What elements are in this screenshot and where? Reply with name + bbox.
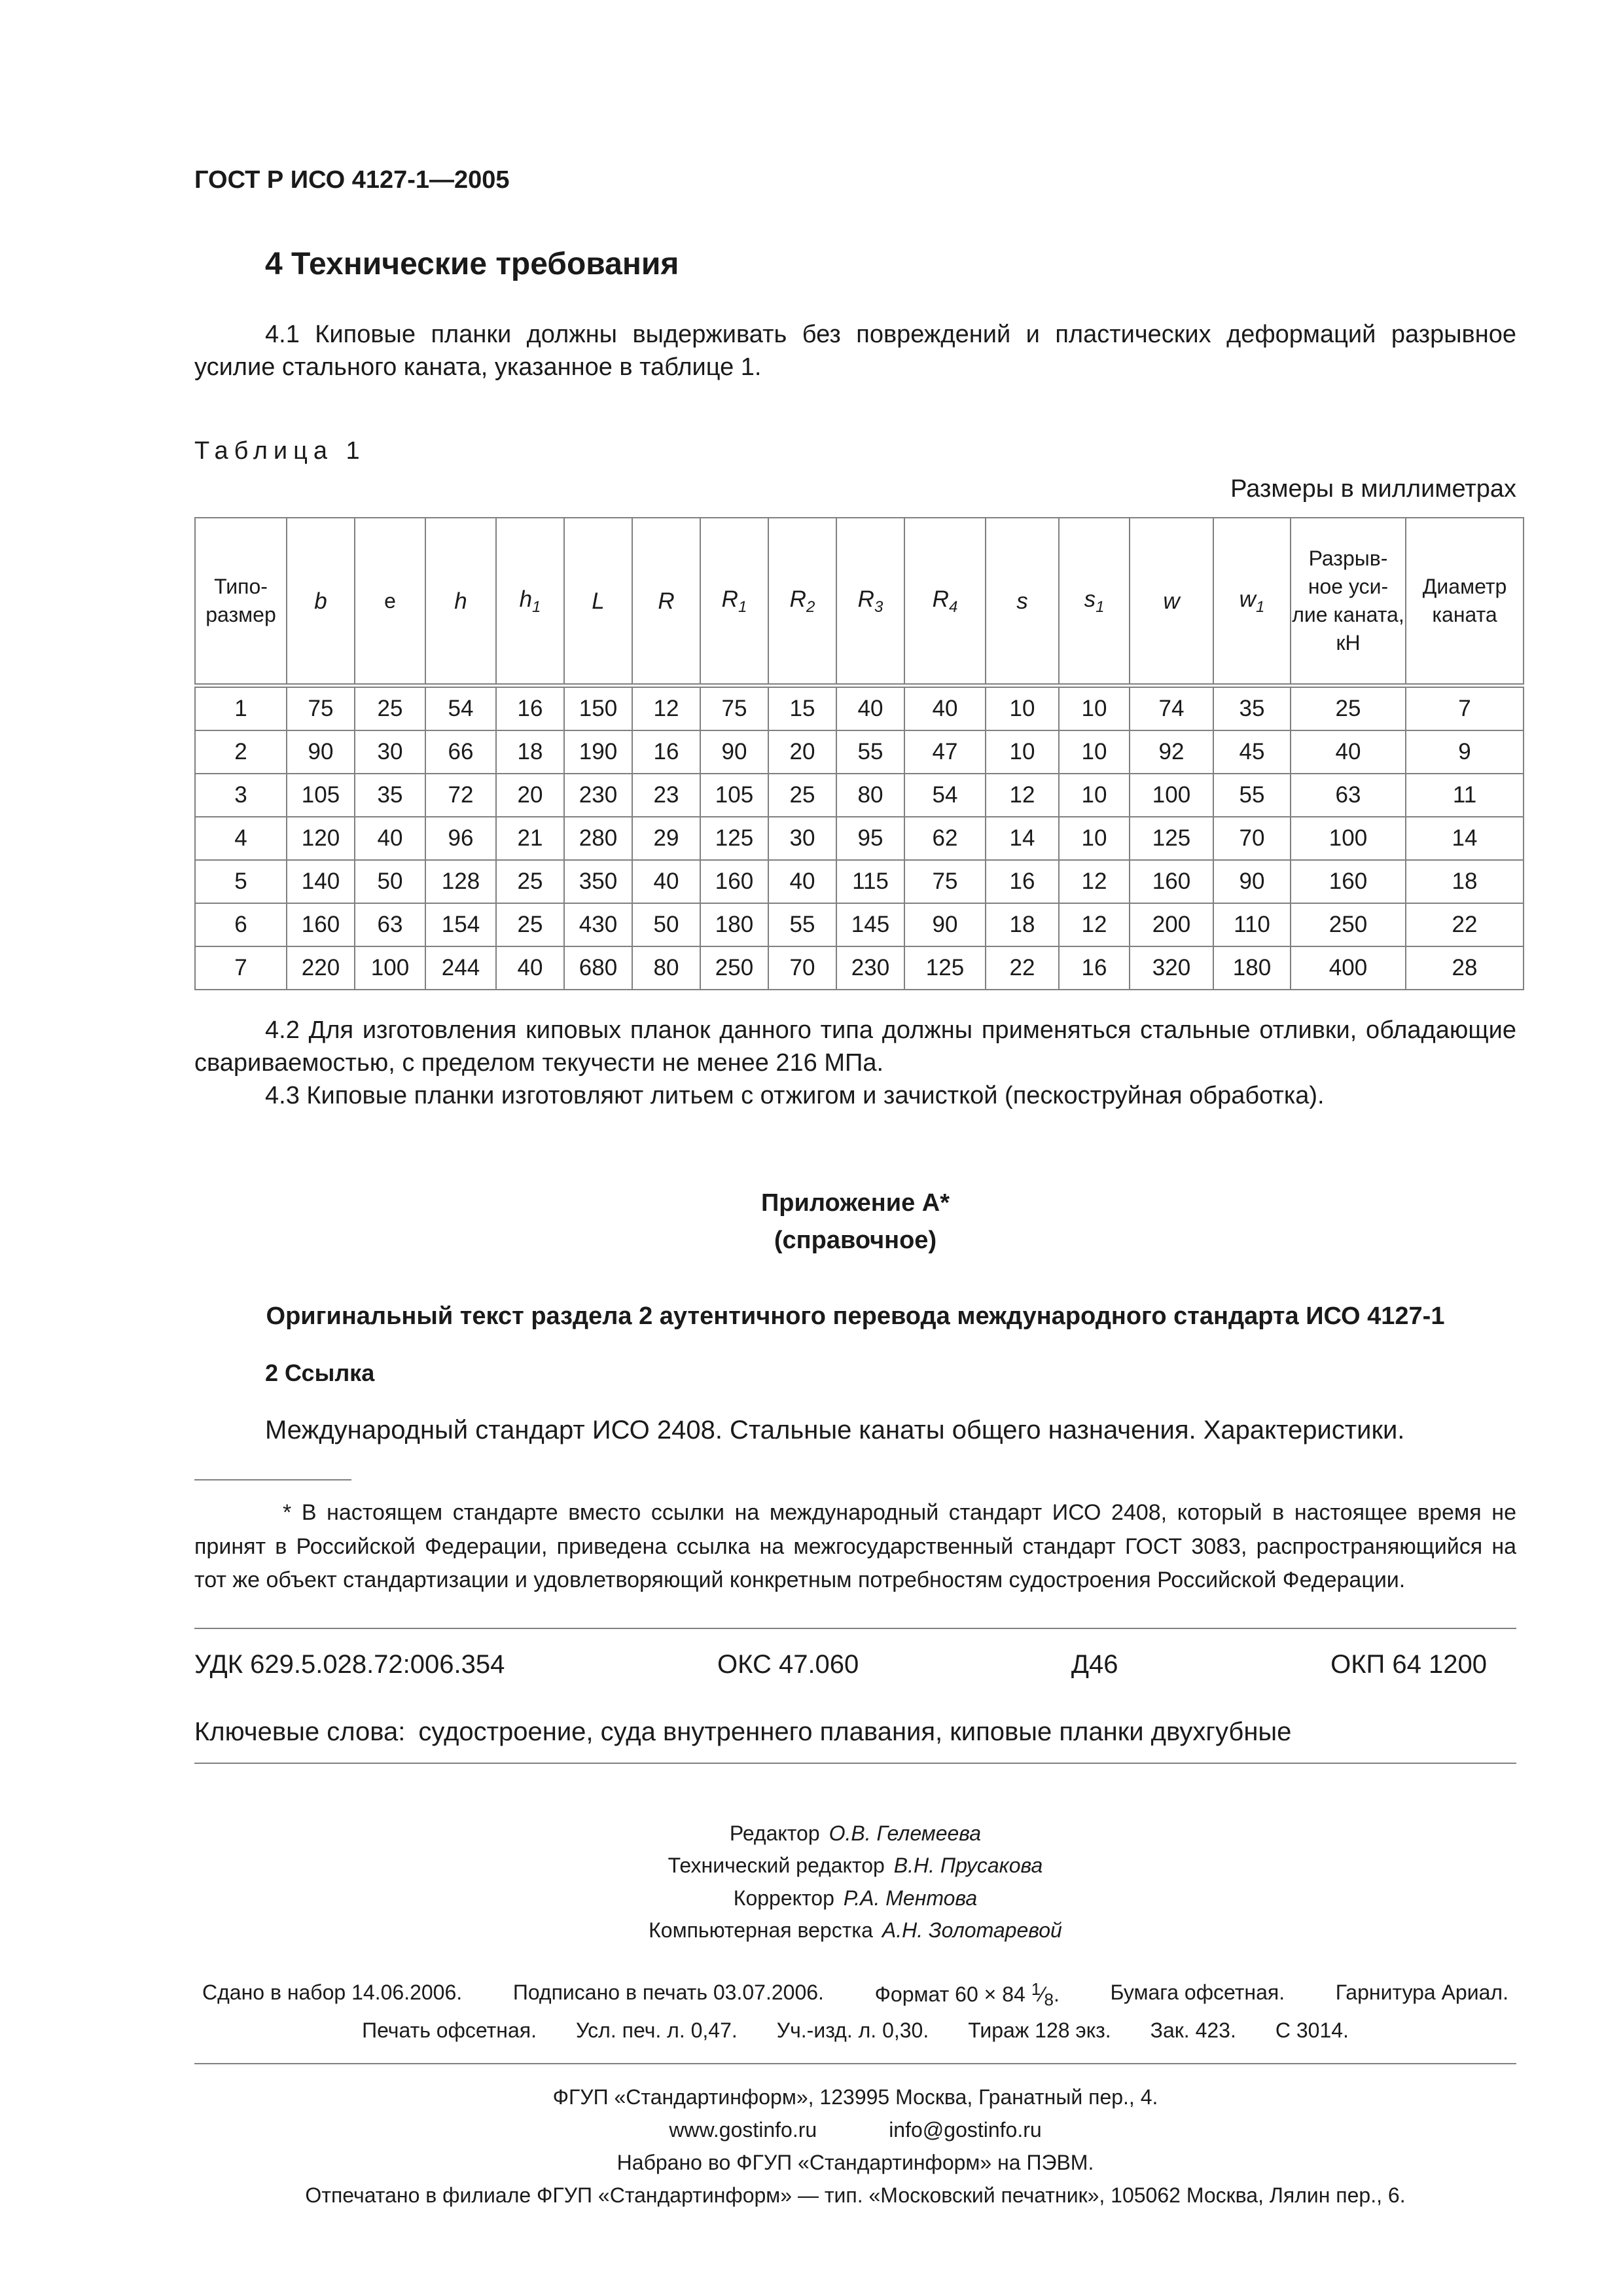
table-cell: 200 [1130,903,1213,946]
document-page [194,164,1516,2212]
codes-top-rule [194,1628,1516,1629]
table-cell: 25 [496,903,564,946]
table-cell: 74 [1130,686,1213,731]
table-cell: 14 [1406,817,1524,860]
okp-code: ОКП 64 1200 [1330,1650,1487,1679]
table-cell: 40 [355,817,425,860]
header-R3: $R_3$ [836,518,904,686]
keywords [194,1715,1516,1749]
header-b: b [287,518,355,686]
table-cell: 160 [287,903,355,946]
header-R: R [632,518,700,686]
udk-code: УДК 629.5.028.72:006.354 [194,1650,505,1679]
table-cell: 45 [1213,730,1291,774]
table-cell: 12 [1059,860,1130,903]
table-cell: 80 [632,946,700,990]
table-cell: 40 [1291,730,1406,774]
header-s1: $s_1$ [1059,518,1130,686]
table-cell: 105 [287,774,355,817]
table-cell: 250 [700,946,768,990]
table-cell: 63 [355,903,425,946]
font-info: Гарнитура Ариал. [1335,1981,1508,2005]
table-cell: 145 [836,903,904,946]
footnote-rule [194,1479,351,1480]
table-row [195,903,1524,946]
table-cell: 55 [836,730,904,774]
c-number: С 3014. [1275,2018,1349,2042]
table-cell: 20 [496,774,564,817]
table-cell: 7 [1406,686,1524,731]
paragraph-4-2: 4.2 Для изготовления киповых планок данного типа должны применяться стальные отливки, обладающие свариваемостью, с пределом текучести не менее 216 МПа. [194,1016,1516,1077]
table-cell: 23 [632,774,700,817]
table-cell: 50 [632,903,700,946]
table-cell: 100 [1130,774,1213,817]
table-cell: 2 [195,730,287,774]
table-cell: 25 [355,686,425,731]
publisher-printed: Отпечатано в филиале ФГУП «Стандартинформ» — тип. «Московский печатник», 105062 Москва, Лялин пер., 6. [305,2183,1406,2207]
signed-date: Подписано в печать 03.07.2006. [512,1981,824,2005]
header-breaking-force: Разрыв-ное уси-лие каната, кН [1291,518,1406,686]
publisher-address: ФГУП «Стандартинформ», 123995 Москва, Гранатный пер., 4. [552,2085,1158,2109]
appendix-heading: Оригинальный текст раздела 2 аутентичного перевода международного стандарта ИСО 4127-1 [266,1302,1445,1330]
header-R2: $R_2$ [768,518,836,686]
table-cell: 29 [632,817,700,860]
header-type: Типо-размер [195,518,287,686]
reference-text: Международный стандарт ИСО 2408. Стальные канаты общего назначения. Характеристики. [265,1416,1405,1445]
table-cell: 35 [355,774,425,817]
table-cell: 28 [1406,946,1524,990]
table-cell: 16 [986,860,1059,903]
table-cell: 40 [904,686,986,731]
table-cell: 12 [986,774,1059,817]
table-cell: 40 [836,686,904,731]
table-cell: 220 [287,946,355,990]
table-cell: 75 [700,686,768,731]
table-cell: 40 [496,946,564,990]
header-w1: $w_1$ [1213,518,1291,686]
table-cell: 16 [496,686,564,731]
d-code: Д46 [1071,1650,1118,1679]
table-cell: 160 [700,860,768,903]
publisher-block [194,2081,1516,2212]
table-cell: 11 [1406,774,1524,817]
table-cell: 40 [632,860,700,903]
paragraph-4-1: 4.1 Киповые планки должны выдерживать без повреждений и пластических деформаций разрывное усилие стального каната, указанное в таблице 1. [194,320,1516,381]
credit-layout: Компьютерная верстка А.Н. Золотаревой [649,1918,1062,1943]
header-h1: $h_1$ [496,518,564,686]
table-cell: 22 [1406,903,1524,946]
table-cell: 16 [632,730,700,774]
footnote: * В настоящем стандарте вместо ссылки на международный стандарт ИСО 2408, который в настоящее время не принят в Российской Федерации, приведена ссылка на межгосударственный стандарт ГОСТ 3083, распространяющийся на тот же объект стандартизации и удовлетворяющий конкретным потребностям судостроения Российской Федерации. [194,1500,1516,1593]
table-cell: 10 [986,686,1059,731]
table-cell: 244 [425,946,496,990]
table-units: Размеры в миллиметрах [1230,475,1516,503]
table-cell: 90 [287,730,355,774]
publisher-top-rule [194,2063,1516,2064]
table-cell: 55 [768,903,836,946]
table-cell: 6 [195,903,287,946]
table-cell: 1 [195,686,287,731]
table-cell: 320 [1130,946,1213,990]
table-cell: 160 [1291,860,1406,903]
header-R1: $R_1$ [700,518,768,686]
table-cell: 125 [904,946,986,990]
credit-technical-editor: Технический редактор В.Н. Прусакова [668,1854,1043,1878]
header-h: h [425,518,496,686]
table-cell: 128 [425,860,496,903]
table-cell: 35 [1213,686,1291,731]
table-cell: 105 [700,774,768,817]
table-cell: 15 [768,686,836,731]
table-cell: 18 [496,730,564,774]
header-s: s [986,518,1059,686]
table-cell: 110 [1213,903,1291,946]
header-e: e [355,518,425,686]
table-cell: 160 [1130,860,1213,903]
appendix-title-block [194,1185,1516,1259]
table-cell: 20 [768,730,836,774]
standard-code: ГОСТ Р ИСО 4127-1—2005 [194,166,510,194]
table-cell: 92 [1130,730,1213,774]
dimensions-table [194,517,1524,990]
table-cell: 80 [836,774,904,817]
table-cell: 150 [564,686,632,731]
print-info-row-1 [194,1976,1516,2014]
print-info [194,1976,1516,2047]
order-number: Зак. 423. [1150,2018,1236,2042]
table-cell: 350 [564,860,632,903]
table-cell: 230 [836,946,904,990]
header-L: L [564,518,632,686]
table-cell: 70 [1213,817,1291,860]
oks-code: ОКС 47.060 [717,1650,859,1679]
table-cell: 25 [768,774,836,817]
table-cell: 21 [496,817,564,860]
table-cell: 4 [195,817,287,860]
table-caption: Таблица 1 [194,437,366,465]
table-cell: 90 [1213,860,1291,903]
reference-title: 2 Ссылка [265,1359,375,1386]
table-cell: 250 [1291,903,1406,946]
table-cell: 54 [904,774,986,817]
table-body [195,686,1524,990]
table-cell: 180 [1213,946,1291,990]
table-cell: 10 [1059,774,1130,817]
credit-editor: Редактор О.В. Гелемеева [729,1821,982,1845]
paragraph-4-3: 4.3 Киповые планки изготовляют литьем с отжигом и зачисткой (пескоструйная обработка). [265,1082,1325,1110]
table-cell: 96 [425,817,496,860]
section-title: 4 Технические требования [265,247,679,282]
table-cell: 50 [355,860,425,903]
publisher-typeset: Набрано во ФГУП «Стандартинформ» на ПЭВМ. [616,2150,1094,2174]
print-type: Печать офсетная. [362,2018,537,2042]
table-cell: 75 [287,686,355,731]
table-cell: 430 [564,903,632,946]
table-row [195,860,1524,903]
table-cell: 5 [195,860,287,903]
table-cell: 54 [425,686,496,731]
table-cell: 22 [986,946,1059,990]
table-cell: 18 [986,903,1059,946]
table-cell: 72 [425,774,496,817]
header-rope-diameter: Диаметр каната [1406,518,1524,686]
table-cell: 95 [836,817,904,860]
keywords-bottom-rule [194,1763,1516,1764]
table-cell: 10 [1059,686,1130,731]
credit-proofreader: Корректор Р.А. Ментова [733,1886,978,1910]
table-cell: 190 [564,730,632,774]
table-row [195,774,1524,817]
table-cell: 75 [904,860,986,903]
usl-sheets: Усл. печ. л. 0,47. [575,2018,738,2042]
table-cell: 40 [768,860,836,903]
table-cell: 120 [287,817,355,860]
table-cell: 125 [700,817,768,860]
table-cell: 280 [564,817,632,860]
appendix-title: Приложение А* [760,1189,950,1217]
table-cell: 12 [632,686,700,731]
submitted-date: Сдано в набор 14.06.2006. [202,1981,463,2005]
table-cell: 7 [195,946,287,990]
table-cell: 180 [700,903,768,946]
table-cell: 63 [1291,774,1406,817]
uch-sheets: Уч.-изд. л. 0,30. [776,2018,929,2042]
appendix-subtitle: (справочное) [774,1226,937,1254]
table-cell: 16 [1059,946,1130,990]
table-row [195,946,1524,990]
table-cell: 55 [1213,774,1291,817]
publisher-website: www.gostinfo.ru [669,2117,817,2142]
table-cell: 30 [768,817,836,860]
table-row [195,817,1524,860]
table-cell: 9 [1406,730,1524,774]
table-cell: 3 [195,774,287,817]
credits-block [194,1818,1516,1947]
table-cell: 115 [836,860,904,903]
print-run: Тираж 128 экз. [968,2018,1111,2042]
table-row [195,686,1524,731]
table-cell: 125 [1130,817,1213,860]
keywords-label: Ключевые слова: [194,1717,406,1746]
table-cell: 18 [1406,860,1524,903]
publisher-email: info@gostinfo.ru [889,2117,1042,2142]
table-cell: 680 [564,946,632,990]
table-cell: 400 [1291,946,1406,990]
table-cell: 62 [904,817,986,860]
table-cell: 70 [768,946,836,990]
table-header-row [195,518,1524,686]
table-cell: 100 [1291,817,1406,860]
table-cell: 100 [355,946,425,990]
table-cell: 47 [904,730,986,774]
table-cell: 90 [904,903,986,946]
publisher-contacts [194,2114,1516,2147]
table-cell: 25 [496,860,564,903]
print-info-row-2 [194,2014,1516,2047]
paper-type: Бумага офсетная. [1110,1981,1285,2005]
table-cell: 154 [425,903,496,946]
keywords-value: судостроение, суда внутреннего плавания, киповые планки двухгубные [418,1717,1292,1746]
header-w: w [1130,518,1213,686]
table-cell: 10 [1059,730,1130,774]
table-row [195,730,1524,774]
table-cell: 30 [355,730,425,774]
table-cell: 12 [1059,903,1130,946]
header-R4: $R_4$ [904,518,986,686]
classification-codes [194,1647,1516,1682]
table-cell: 66 [425,730,496,774]
table-cell: 10 [1059,817,1130,860]
table-cell: 25 [1291,686,1406,731]
table-cell: 230 [564,774,632,817]
table-cell: 10 [986,730,1059,774]
paper-format: Формат 60 × 84 $^1$⁄8. [874,1979,1060,2010]
table-cell: 14 [986,817,1059,860]
table-cell: 90 [700,730,768,774]
table-cell: 140 [287,860,355,903]
